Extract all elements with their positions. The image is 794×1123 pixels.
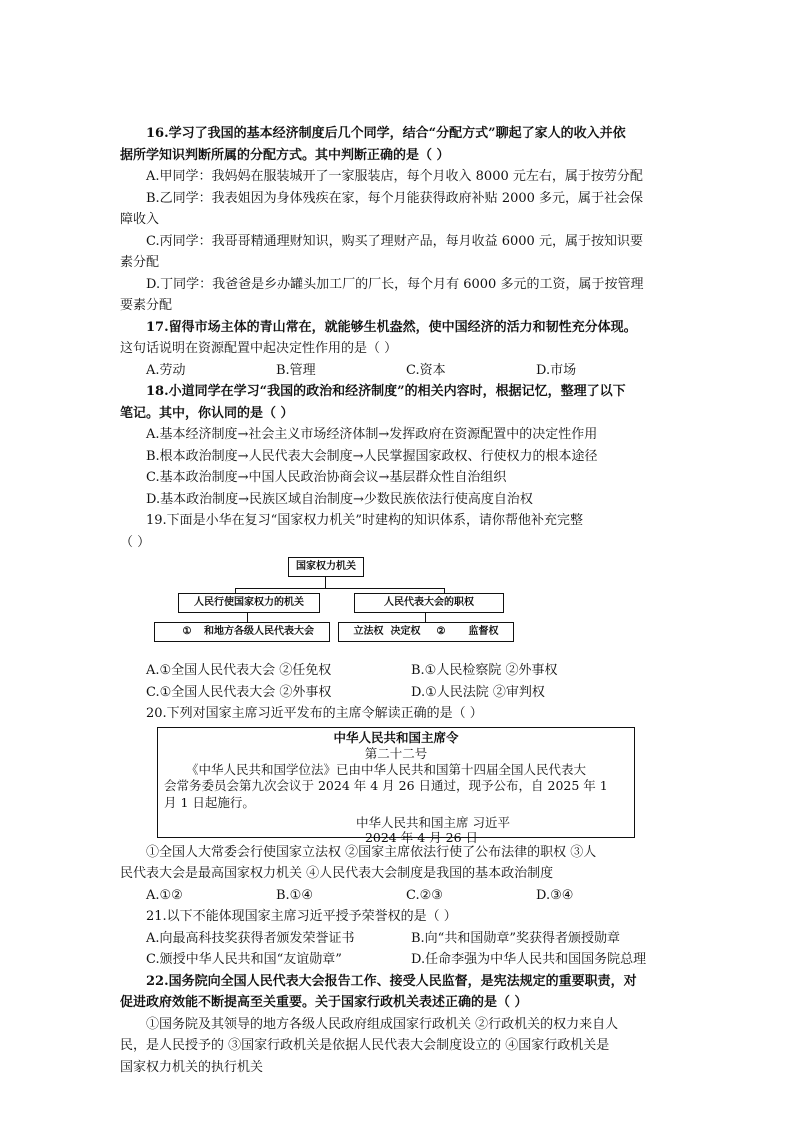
- diagram-power-supervision: 监督权: [468, 626, 499, 637]
- q21-option-c: C.颁授中华人民共和国“友谊勋章”: [146, 952, 342, 967]
- q22-statements-cont: 民，是人民授予的 ③国家行政机关是依据人民代表大会制度设立的 ④国家行政机关是: [120, 1038, 610, 1053]
- q20-option-a: A.①②: [146, 887, 183, 903]
- q20-option-c: C.②③: [406, 887, 443, 903]
- q19-stem-cont: （ ）: [120, 534, 151, 550]
- diagram-connector: [235, 588, 444, 589]
- q22-statements-end: 国家权力机关的执行机关: [120, 1059, 264, 1075]
- q21-option-d: D.任命李强为中华人民共和国国务院总理: [411, 952, 647, 967]
- q21-options-ab: [120, 928, 676, 950]
- diagram-left-bottom-text: 和地方各级人民代表大会: [204, 626, 314, 637]
- q16-option-d: D.丁同学：我爸爸是乡办罐头加工厂的厂长，每个月有 6000 多元的工资，属于按管理: [146, 276, 644, 292]
- q21-options-cd: [120, 949, 676, 971]
- decree-date: 2024 年 4 月 26 日: [364, 830, 478, 845]
- exam-page: [120, 123, 676, 1078]
- q20-statements: ①全国人大常委会行使国家立法权 ②国家主席依法行使了公布法律的职权 ③人: [146, 844, 597, 860]
- presidential-decree-box: [157, 727, 635, 845]
- diagram-left-bottom-box: [154, 622, 330, 642]
- q16-option-b-cont: 障收入: [120, 212, 160, 227]
- q20-options: [120, 885, 676, 907]
- q22-statements: ①国务院及其领导的地方各级人民政府组成国家行政机关 ②行政机关的权力来自人: [146, 1016, 619, 1032]
- q21-option-a: A.向最高科技奖获得者颁发荣誉证书: [146, 930, 355, 946]
- q17-option-b: B.管理: [276, 362, 316, 378]
- q20-option-d: D.③④: [536, 887, 574, 903]
- q17-stem-cont: 这句话说明在资源配置中起决定性作用的是（ ）: [120, 341, 398, 356]
- q21-stem: 21.以下不能体现国家主席习近平授予荣誉权的是（ ）: [146, 909, 457, 924]
- q18-option-b: B.根本政治制度→人民代表大会制度→人民掌握国家政权、行使权力的根本途径: [146, 448, 598, 464]
- q18-option-d: D.基本政治制度→民族区域自治制度→少数民族依法行使高度自治权: [146, 491, 533, 507]
- decree-body-end: 月 1 日起施行。: [164, 794, 255, 810]
- q21-option-b: B.向“共和国勋章”奖获得者颁授勋章: [411, 930, 620, 946]
- q16-option-d-cont: 要素分配: [120, 298, 173, 313]
- diagram-connector: [325, 577, 326, 588]
- decree-title: 中华人民共和国主席令: [333, 729, 459, 745]
- q16-option-c: C.丙同学：我哥哥精通理财知识，购买了理财产品，每月收益 6000 元，属于按知识要: [146, 233, 643, 249]
- q18-option-a: A.基本经济制度→社会主义市场经济体制→发挥政府在资源配置中的决定性作用: [146, 427, 598, 442]
- diagram-connector: [247, 613, 248, 622]
- decree-signature: 中华人民共和国主席 习近平: [356, 815, 510, 830]
- q16-option-c-cont: 素分配: [120, 255, 160, 270]
- q18-stem: 18.小道同学在学习“我国的政治和经济制度”的相关内容时，根据记忆，整理了以下: [146, 384, 626, 399]
- q19-options-ab: [120, 660, 676, 682]
- diagram-power-legislative: 立法权: [353, 626, 384, 637]
- q16-option-a: A.甲同学：我妈妈在服装城开了一家服装店，每个月收入 8000 元左右，属于按劳分配: [146, 169, 643, 184]
- q17-option-c: C.资本: [406, 362, 446, 378]
- diagram-power-decision: 决定权: [390, 626, 421, 637]
- q19-options-cd: [120, 682, 676, 704]
- decree-body-cont: 会常务委员会第九次会议于 2024 年 4 月 26 日通过，现予公布，自 2025 年 1: [164, 778, 608, 793]
- q22-stem: 22.国务院向全国人民代表大会报告工作、接受人民监督，是宪法规定的重要职责，对: [146, 973, 637, 989]
- q18-option-c: C.基本政治制度→中国人民政治协商会议→基层群众性自治组织: [146, 470, 507, 485]
- q16-option-b: B.乙同学：我表姐因为身体残疾在家，每个月能获得政府补贴 2000 多元，属于社会保: [146, 190, 644, 206]
- q19-option-b: B.①人民检察院 ②外事权: [411, 663, 558, 678]
- q17-options: [120, 360, 676, 382]
- q19-option-c: C.①全国人民代表大会 ②外事权: [146, 684, 332, 700]
- knowledge-diagram: [120, 555, 676, 660]
- diagram-top-box: 国家权力机关: [288, 557, 364, 577]
- q16-stem: 16.学习了我国的基本经济制度后几个同学，结合“分配方式”聊起了家人的收入并依: [146, 126, 626, 141]
- q19-option-a: A.①全国人民代表大会 ②任免权: [146, 663, 332, 678]
- q17-option-a: A.劳动: [146, 362, 186, 378]
- decree-body: 《中华人民共和国学位法》已由中华人民共和国第十四届全国人民代表大: [186, 761, 587, 777]
- q17-option-d: D.市场: [536, 362, 577, 378]
- q20-stem: 20.下列对国家主席习近平发布的主席令解读正确的是（ ）: [146, 706, 483, 721]
- q19-option-d: D.①人民法院 ②审判权: [411, 684, 545, 700]
- q19-stem: 19.下面是小华在复习“国家权力机关”时建构的知识体系，请你帮他补充完整: [146, 513, 583, 528]
- q17-stem: 17.留得市场主体的青山常在，就能够生机盎然，使中国经济的活力和韧性充分体现。: [146, 319, 637, 335]
- q20-statements-cont: 民代表大会是最高国家权力机关 ④人民代表大会制度是我国的基本政治制度: [120, 866, 554, 881]
- diagram-blank-2: ②: [424, 623, 458, 642]
- diagram-left-box: 人民行使国家权力的机关: [178, 593, 320, 613]
- q18-stem-cont: 笔记。其中，你认同的是（ ）: [120, 405, 294, 421]
- diagram-connector: [425, 613, 426, 622]
- diagram-right-bottom-box: [338, 622, 514, 642]
- q20-option-b: B.①④: [276, 887, 313, 903]
- diagram-right-box: 人民代表大会的职权: [354, 593, 504, 613]
- decree-number: 第二十二号: [364, 745, 428, 761]
- q16-stem-cont: 据所学知识判断所属的分配方式。其中判断正确的是（ ）: [120, 147, 450, 163]
- diagram-blank-1: ①: [170, 623, 204, 642]
- q22-stem-cont: 促进政府效能不断提高至关重要。关于国家行政机关表述正确的是（ ）: [120, 995, 528, 1010]
